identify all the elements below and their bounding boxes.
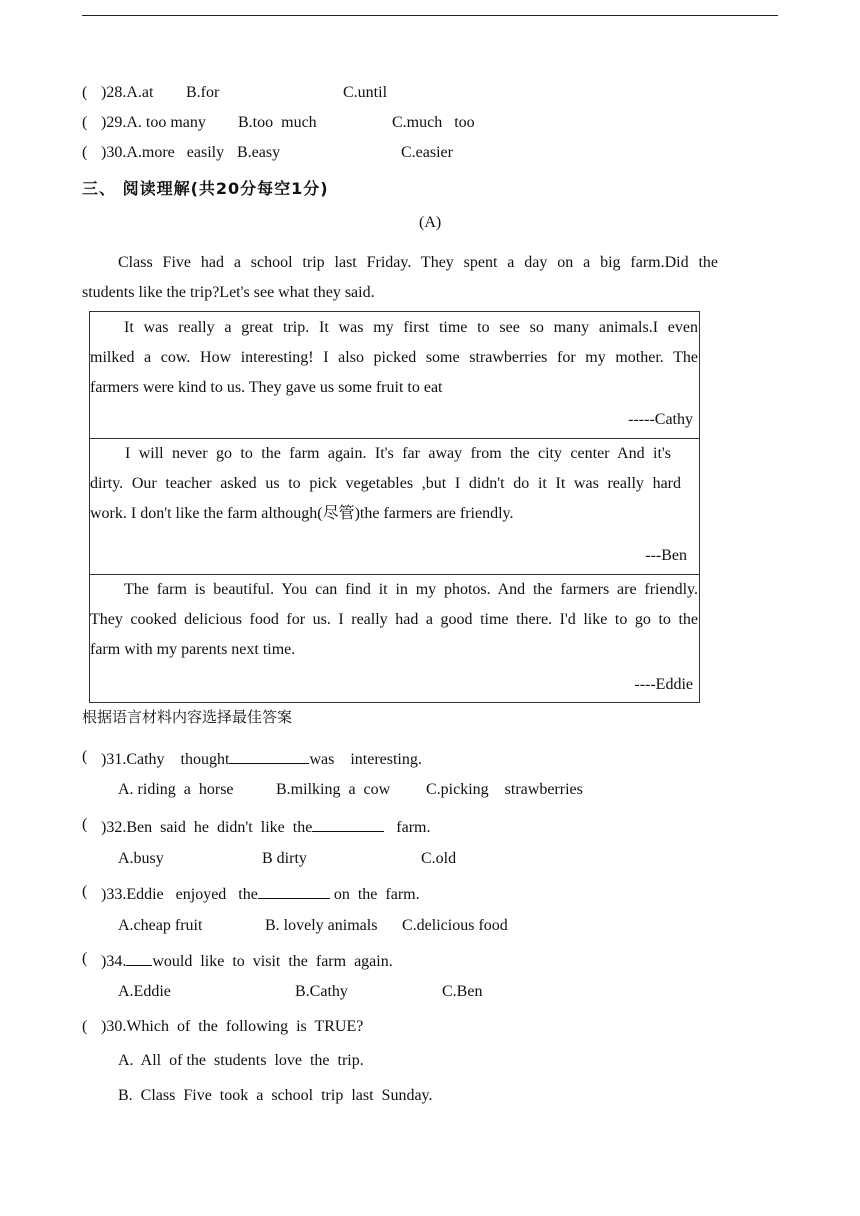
option-b: B.easy [237, 144, 281, 161]
testimonial-ben [89, 438, 700, 575]
instruction: 根据语言材料内容选择最佳答案 [82, 708, 293, 726]
question-stem [101, 817, 431, 836]
answer-blank[interactable] [258, 884, 330, 899]
testimonial-line: They cooked delicious food for us. I really had a good time there. I'd like to go to the [90, 611, 698, 628]
option-a: A.Eddie [118, 983, 171, 1000]
stem-before: )33.Eddie enjoyed the [101, 886, 258, 903]
signature: ---Ben [645, 547, 687, 564]
question-stem: )30.A.more easily [101, 144, 225, 161]
testimonial-line: I will never go to the farm again. It's far away from the city center And it's [125, 445, 671, 462]
question-stem: )28.A.at [101, 84, 154, 101]
answer-paren: ( [82, 816, 88, 833]
answer-paren: ( [82, 114, 88, 131]
option-b: B. lovely animals [265, 917, 378, 934]
question-stem [101, 749, 422, 768]
answer-paren: ( [82, 144, 88, 161]
option-b: B.milking a cow [276, 781, 391, 798]
testimonial-line: dirty. Our teacher asked us to pick vegetables ,but I didn't do it It was really hard [90, 475, 681, 492]
stem-after: farm. [396, 819, 431, 836]
answer-paren: ( [82, 883, 88, 900]
option-c: C.old [421, 850, 457, 867]
answer-blank[interactable] [312, 817, 384, 832]
option-b: B dirty [262, 850, 307, 867]
testimonial-eddie [89, 574, 700, 703]
option-c: C.picking strawberries [426, 781, 583, 798]
stem-before: )34. [101, 953, 127, 970]
answer-paren: ( [82, 84, 88, 101]
question-stem: )30.Which of the following is TRUE? [101, 1018, 364, 1035]
stem-after: was interesting. [309, 751, 422, 768]
header-rule [82, 15, 778, 16]
option-a: A.cheap fruit [118, 917, 203, 934]
option-b: B.too much [238, 114, 317, 131]
testimonial-line: work. I don't like the farm although(尽管)the farmers are friendly. [90, 505, 514, 522]
testimonial-line: farmers were kind to us. They gave us some fruit to eat [90, 379, 443, 396]
intro-line-1: Class Five had a school trip last Friday. They spent a day on a big farm.Did the [118, 254, 718, 271]
question-stem [101, 884, 420, 903]
stem-after: on the farm. [333, 886, 420, 903]
option-b: B.Cathy [295, 983, 348, 1000]
signature: -----Cathy [628, 411, 693, 428]
answer-blank[interactable] [229, 749, 309, 764]
option-b: B. Class Five took a school trip last Sunday. [118, 1087, 433, 1104]
option-c: C.Ben [442, 983, 483, 1000]
testimonial-line: milked a cow. How interesting! I also picked some strawberries for my mother. The [90, 349, 698, 366]
option-c: C.delicious food [402, 917, 508, 934]
answer-paren: ( [82, 748, 88, 765]
option-a: A.busy [118, 850, 164, 867]
option-c: C.easier [401, 144, 453, 161]
testimonial-line: farm with my parents next time. [90, 641, 296, 658]
stem-after: would like to visit the farm again. [152, 953, 393, 970]
option-b: B.for [186, 84, 220, 101]
question-stem: )29.A. too many [101, 114, 206, 131]
testimonial-cathy [89, 311, 700, 439]
stem-before: )32.Ben said he didn't like the [101, 819, 313, 836]
option-a: A. riding a horse [118, 781, 234, 798]
option-a: A. All of the students love the trip. [118, 1052, 364, 1069]
option-c: C.until [343, 84, 388, 101]
answer-blank[interactable] [126, 951, 152, 966]
intro-line-2: students like the trip?Let's see what they said. [82, 284, 375, 301]
stem-before: )31.Cathy thought [101, 751, 230, 768]
testimonial-line: The farm is beautiful. You can find it in my photos. And the farmers are friendly. [124, 581, 698, 598]
answer-paren: ( [82, 950, 88, 967]
testimonial-line: It was really a great trip. It was my first time to see so many animals.I even [124, 319, 698, 336]
section-title: 三、 阅读理解(共20分每空1分) [82, 179, 329, 198]
passage-label: (A) [419, 214, 442, 231]
question-stem [101, 951, 393, 970]
answer-paren: ( [82, 1018, 88, 1035]
option-c: C.much too [392, 114, 475, 131]
signature: ----Eddie [634, 676, 693, 693]
